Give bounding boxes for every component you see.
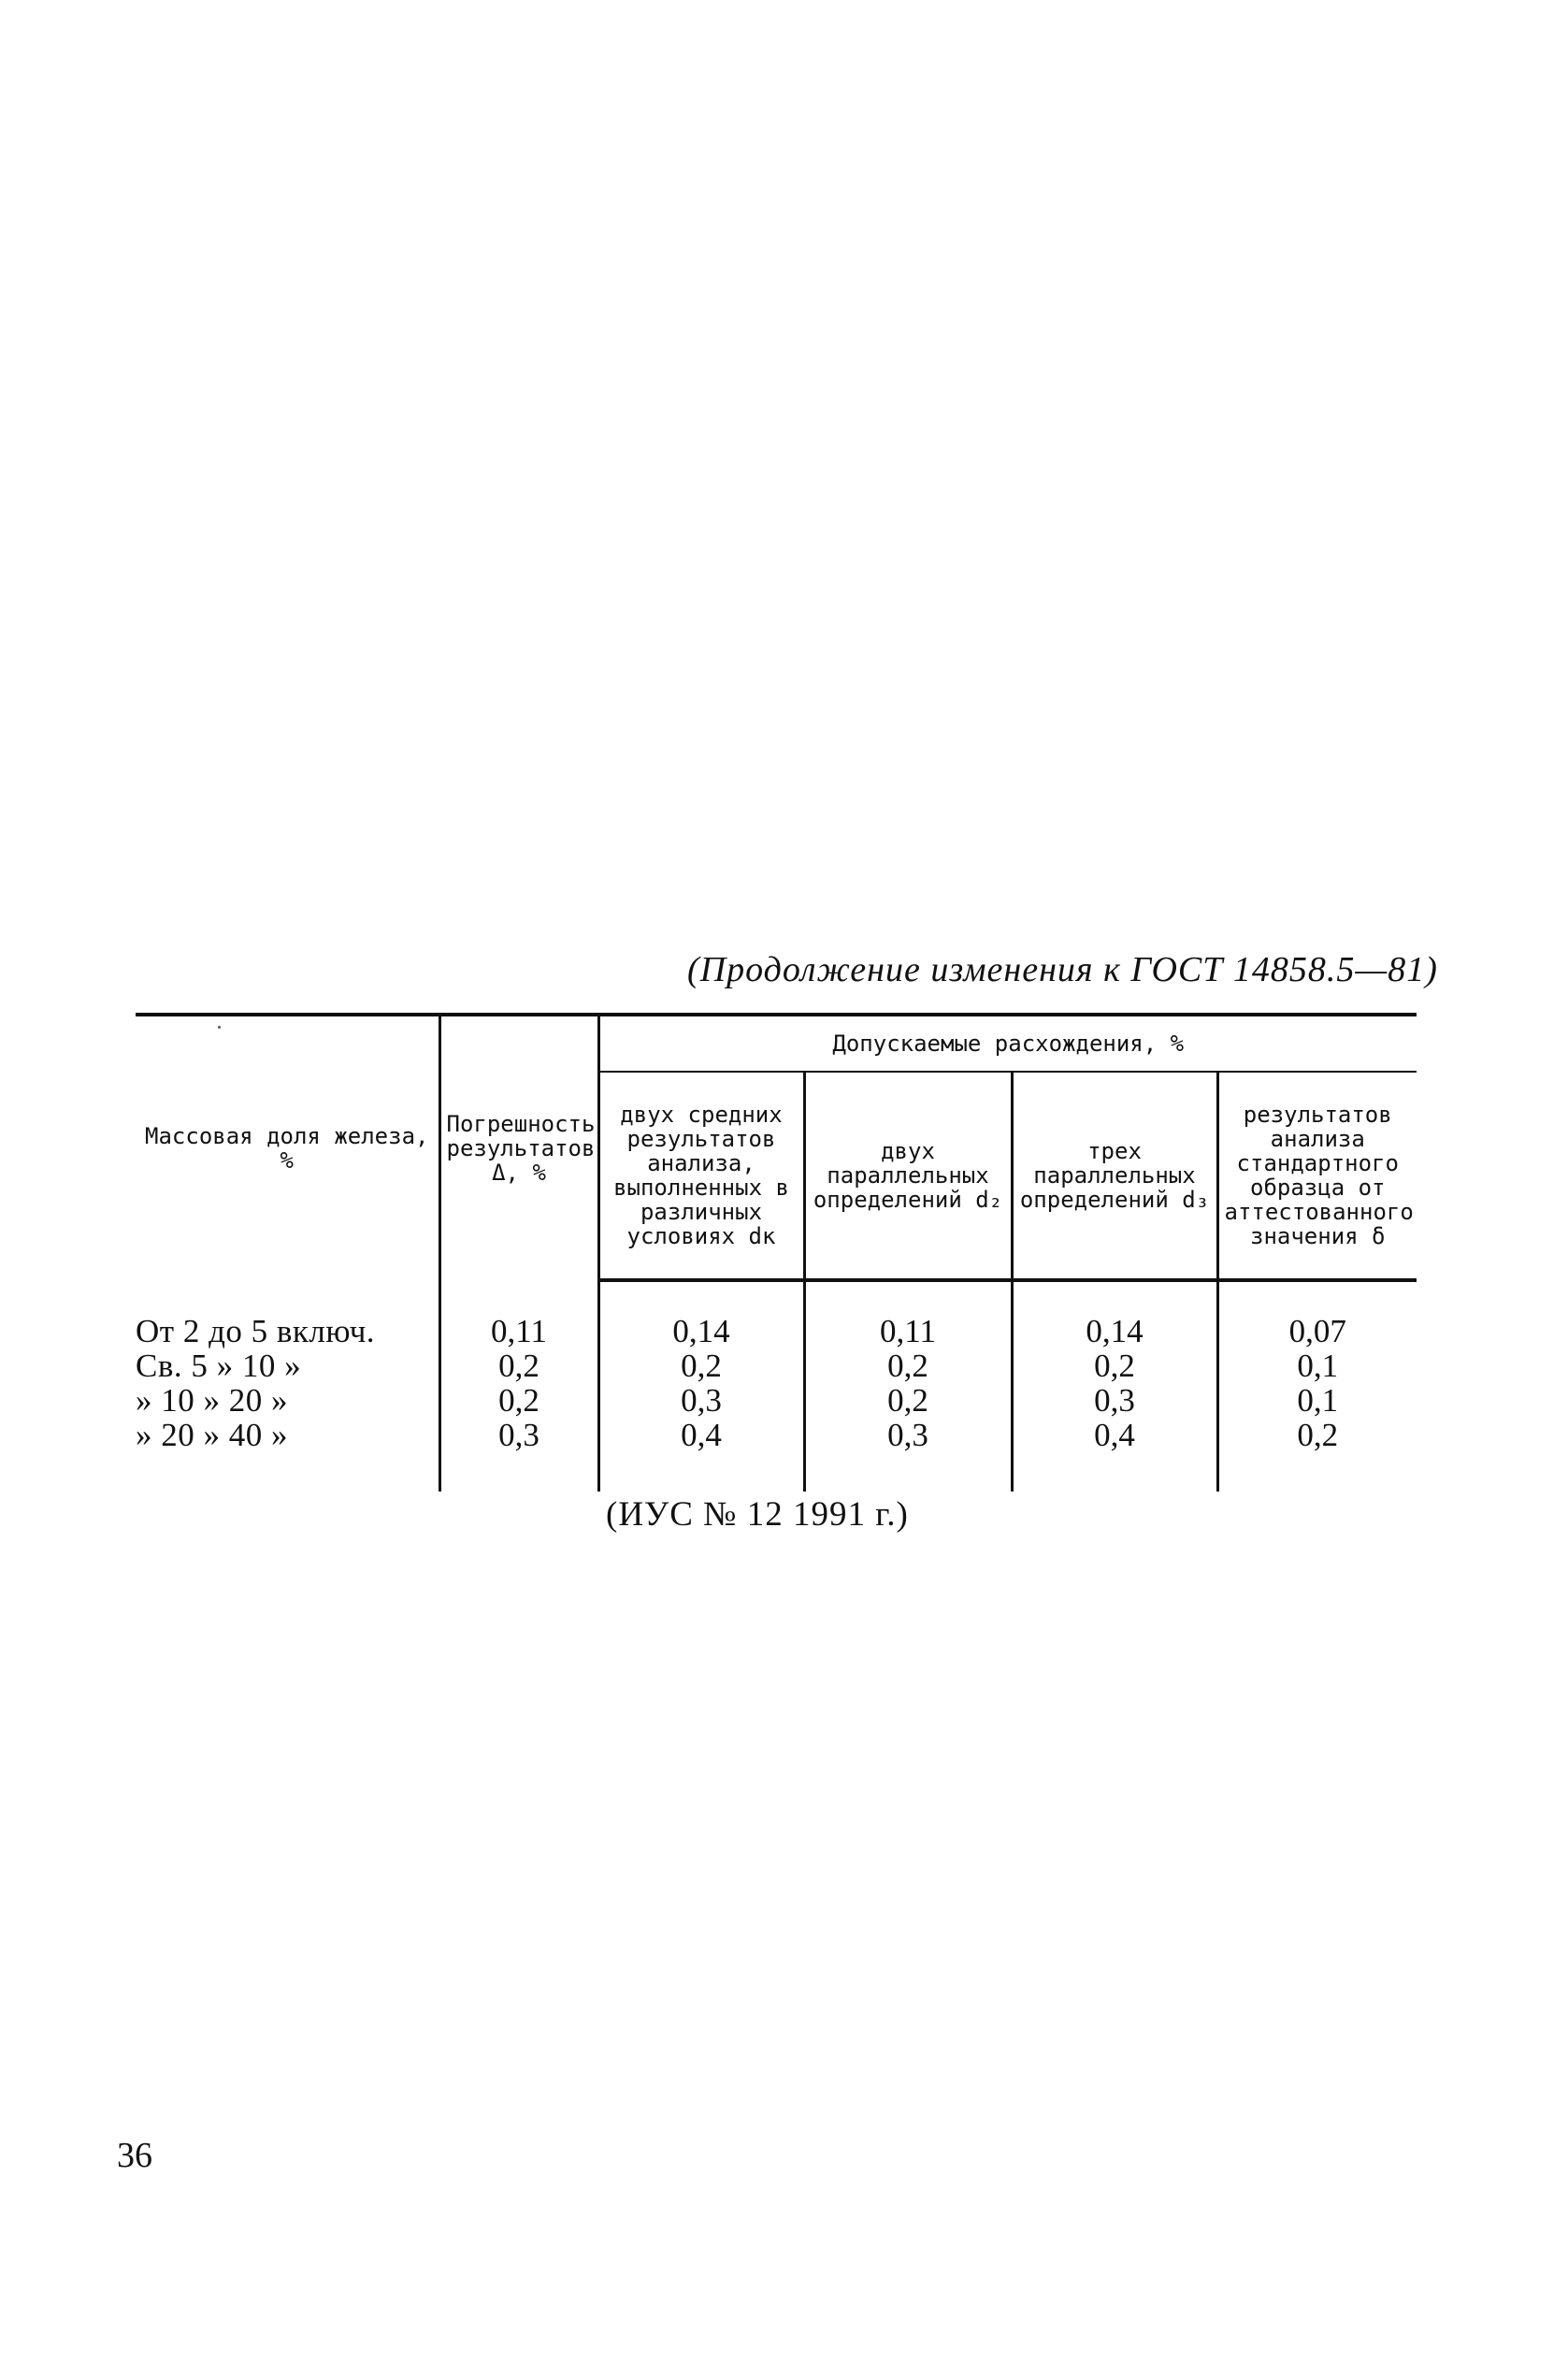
table-cell: 0,1	[1217, 1348, 1417, 1383]
table-cell-range: » 10 » 20 »	[136, 1382, 288, 1419]
table-row	[136, 1314, 1417, 1348]
table-cell: 0,2	[1217, 1418, 1417, 1452]
table-cell: 0,2	[804, 1348, 1012, 1383]
table-row	[136, 1383, 1417, 1418]
table-cell: 0,11	[439, 1314, 598, 1348]
table-cell: 0,3	[1012, 1383, 1217, 1418]
table-cell: 0,2	[598, 1348, 804, 1383]
table-cell: 0,3	[439, 1418, 598, 1452]
column-header-two-parallel: двух параллельных определений d₂	[804, 1072, 1012, 1280]
table-cell: 0,2	[804, 1383, 1012, 1418]
table-cell: 0,1	[1217, 1383, 1417, 1418]
table-spacer-row	[136, 1452, 1417, 1492]
table-cell: 0,11	[804, 1314, 1012, 1348]
table-row	[136, 1418, 1417, 1452]
table-cell: 0,3	[804, 1418, 1012, 1452]
page-number: 36	[117, 2136, 152, 2175]
table-cell: 0,4	[598, 1418, 804, 1452]
table-spacer-row	[136, 1280, 1417, 1314]
column-header-two-means: двух средних результатов анализа, выполненных в различных условиях dк	[598, 1072, 804, 1280]
column-header-three-parallel: трех параллельных определений d₃	[1012, 1072, 1217, 1280]
table-cell: 0,2	[1012, 1348, 1217, 1383]
table-cell: 0,2	[439, 1348, 598, 1383]
table-cell: 0,3	[598, 1383, 804, 1418]
column-header-iron-fraction: Массовая доля железа, %	[136, 1015, 439, 1280]
column-header-standard-sample: результатов анализа стандартного образца от аттестованного значения δ	[1217, 1072, 1417, 1280]
group-header-allowed-differences: Допускаемые расхождения, %	[598, 1015, 1417, 1072]
table-cell: 0,14	[1012, 1314, 1217, 1348]
column-header-error: Погрешность результатов Δ, %	[439, 1015, 598, 1280]
table-cell-range: От 2 до 5 включ.	[136, 1313, 376, 1349]
table-cell-range: » 20 » 40 »	[136, 1417, 288, 1453]
table-row	[136, 1348, 1417, 1383]
table-cell: 0,07	[1217, 1314, 1417, 1348]
table-cell-range: Св. 5 » 10 »	[136, 1348, 302, 1384]
data-table	[136, 1013, 1417, 1492]
source-footnote: (ИУС № 12 1991 г.)	[606, 1495, 909, 1534]
page-heading: (Продолжение изменения к ГОСТ 14858.5—81)	[687, 950, 1438, 989]
table-cell: 0,2	[439, 1383, 598, 1418]
table-cell: 0,14	[598, 1314, 804, 1348]
tolerance-table	[136, 1013, 1417, 1480]
table-cell: 0,4	[1012, 1418, 1217, 1452]
